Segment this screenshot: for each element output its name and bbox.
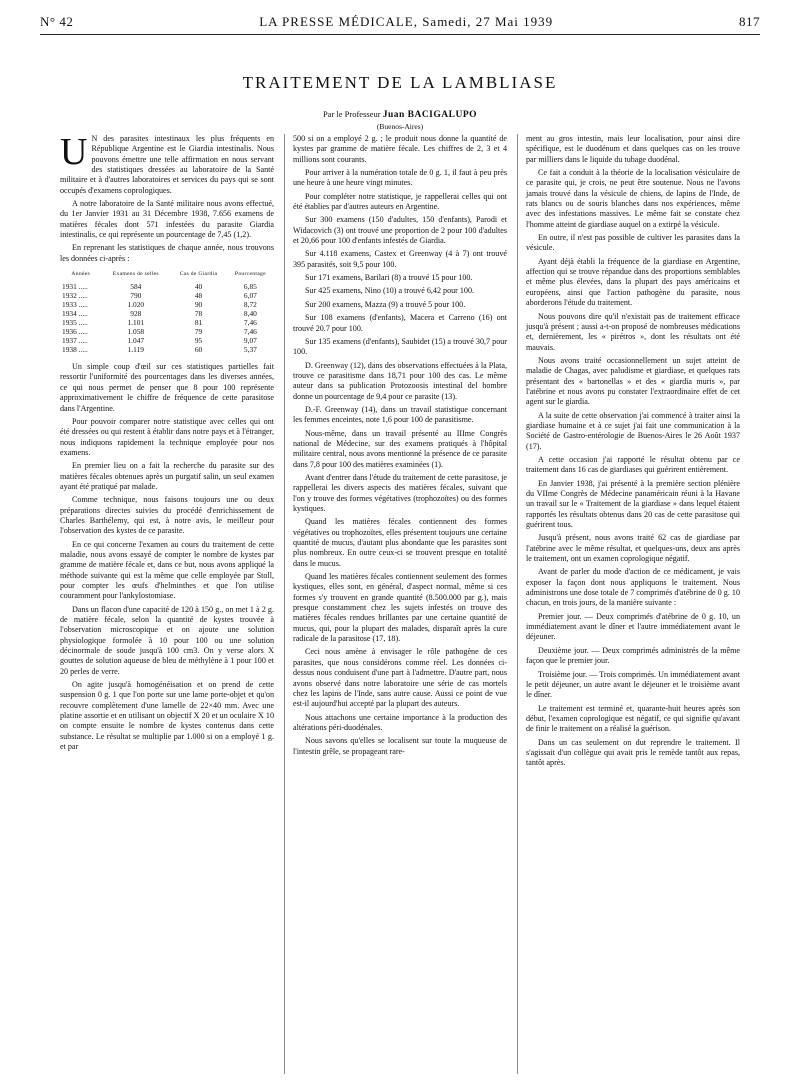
percent-cell: 8,72 — [243, 300, 257, 310]
table-row — [60, 309, 274, 318]
column-1 — [60, 134, 274, 1074]
paragraph: Dans un cas seulement on dut reprendre le traitement. Il s'agissait d'un collègue qui avait pris le remède tantôt aux repas, tantôt après. — [526, 737, 740, 768]
paragraph: Avant de parler du mode d'action de ce médicament, je vais exposer la façon dont nous appliquons le traitement. Nous administrons une dose totale de 7 comprimés d'atébrine de 0 g. 10 chacun, en trois jours, de la manière suivante : — [526, 567, 740, 608]
cases-cell: 48 — [194, 291, 203, 301]
paragraph: Pour pouvoir comparer notre statistique avec celles qui ont été dressées ou qui restent à établir dans notre pays et à l'étranger, nous indiquons rapidement la technique employée pour nos examens. — [60, 416, 274, 457]
column-header: Cas de Giardia — [179, 271, 218, 278]
exams-cell: 1.020 — [127, 300, 145, 310]
paragraph: D. Greenway (12), dans des observations effectuées à la Plata, trouve ce parasitisme dans 18,71 pour 100 des cas. Le même auteur dans sa publication Protozoosis intestinal del hombre donne un pourcentage de 9,4 pour ce parasite (13). — [293, 360, 507, 401]
paragraph: Ce fait a conduit à la théorie de la localisation vésiculaire de ce parasite qui, je crois, ne peut être soutenue. Nous ne l'avons jamais trouvé dans la vésicule de chiens, de lapins de l'Inde, de rats blancs ou de souris blanches dans nos expériences, même avec des infestations massives. Le même fait se constate chez l'homme atteint de giardiase auquel on a extirpé la vésicule. — [526, 168, 740, 229]
paragraph — [60, 134, 274, 196]
year-cell: 1931 ..... — [62, 282, 88, 292]
paragraph: 500 si on a employé 2 g. ; le produit nous donne la quantité de kystes par gramme de matière fécale. Les chiffres de 2, 3 et 4 millions sont courants. — [293, 134, 507, 164]
paragraph: Avant d'entrer dans l'étude du traitement de cette parasitose, je rappellerai les divers aspects des matières fécales, suivant que l'on y trouve des formes végétatives (trophozoïtes) ou des formes kystiques. — [293, 472, 507, 513]
percent-cell: 6,07 — [243, 291, 257, 301]
paragraph: En premier lieu on a fait la recherche du parasite sur des matières fécales obtenues après un purgatif salin, un seul examen ayant été pratiqué par malade. — [60, 461, 274, 491]
paragraph: Quand les matières fécales contiennent des formes végétatives ou trophozoïtes, elles présentent toujours une certaine quantité de mucus, d'autant plus abondante que les parasites sont plus nombreux. En outre ceux-ci se trouvent presque en totalité dans le mucus. — [293, 517, 507, 568]
cases-cell: 60 — [194, 345, 203, 355]
cases-cell: 81 — [194, 318, 203, 328]
table-row — [60, 282, 274, 291]
paragraph-text: N des parasites intestinaux les plus fréquents en République Argentine est le Giardia intestinalis. Nous pouvons émettre une telle affirmation en nous servant des statistiques dressées au laboratoire de la Santé militaire et à d'autres laboratoires et services du pays qui se sont occupés d'examens coprologiques. — [60, 134, 274, 195]
column-header: Examens de selles — [112, 271, 159, 278]
paragraph: Sur 200 examens, Mazza (9) a trouvé 5 pour 100. — [305, 299, 466, 309]
column-2 — [284, 134, 507, 1074]
table-row — [60, 336, 274, 345]
column-header: Années — [71, 271, 90, 278]
year-cell: 1936 ..... — [62, 327, 88, 337]
paragraph: Nous-même, dans un travail présenté au IIIme Congrès national de Médecine, sur des examens pratiqués à l'hôpital militaire central, nous avons mentionné la présence de ce parasite dans 7,8 pour 100 des matières examinées (1). — [293, 428, 507, 469]
table-row — [60, 345, 274, 354]
issue-number: N° 42 — [40, 14, 74, 29]
percent-cell: 6,85 — [243, 282, 257, 292]
paragraph: Comme technique, nous faisons toujours une ou deux préparations directes suivies du procédé d'enrichissement de Charles Barthélemy, qui est, à notre avis, le meilleur pour l'observation des kystes de ce parasite. — [60, 495, 274, 536]
paragraph: A notre laboratoire de la Santé militaire nous avons effectué, du 1er Janvier 1931 au 31 Décembre 1938, 7.656 examens de matières fécales dont 571 infestées du parasite Giardia intestinalis, ce qui représente un pourcentage de 7,45 (1,2). — [60, 199, 274, 240]
exams-cell: 1.058 — [127, 327, 145, 337]
table-row — [60, 291, 274, 300]
paragraph: Nous attachons une certaine importance à la production des altérations péri-duodénales. — [293, 712, 507, 732]
paragraph: Ceci nous amène à envisager le rôle pathogène de ces parasites, que nous considérons comme réel. Les données ci-dessus nous conduisent d'une part à l'admettre. D'autre part, nous avons observé dans notre laboratoire une série de cas mortels chez les lapins de l'Inde, sans autre cause. Aussi ce point de vue est-il aujourd'hui accepté par la plupart des auteurs. — [293, 647, 507, 709]
table-row — [60, 300, 274, 309]
paragraph: Ayant déjà établi la fréquence de la giardiase en Argentine, affection qui se trouve répandue dans des proportions semblables et même plus élevées, dans la plupart des pays américains et européens, ainsi que l'action pathogène du parasite, nous aborderons l'étude du traitement. — [526, 256, 740, 308]
paragraph: En Janvier 1938, j'ai présenté à la première section plénière du VIIme Congrès de Médecine panaméricain réuni à la Havane un travail sur le « Traitement de la giardiase » dans lequel étaient rapportés les résultats obtenus dans 20 cas de cette parasitose qui guérirent tous. — [526, 478, 740, 530]
paragraph: Dans un flacon d'une capacité de 120 à 150 g., on met 1 à 2 g. de matière fécale, selon la quantité de kystes trouvée à l'observation microscopique et on ajoute une solution physiologique formolée à 10 pour 100 ou une solution décinormale de soude jusqu'à 100 cm3. On y verse alors X gouttes de solution aqueuse de bleu de méthylène à 1 pour 100 et 20 perles de verre. — [60, 604, 274, 676]
percent-cell: 5,37 — [243, 345, 257, 355]
paragraph: Sur 300 examens (150 d'adultes, 150 d'enfants), Parodi et Widacovich (3) ont trouvé une proportion de 2 pour 100 d'adultes et 20,66 pour 100 d'enfants infestés de Giardia. — [293, 215, 507, 246]
cases-cell: 95 — [194, 336, 203, 346]
author-affiliation: (Buenos-Aires) — [376, 122, 424, 131]
column-header: Pourcentage — [234, 271, 266, 278]
paragraph: Pour compléter notre statistique, je rappellerai celles qui ont été établies par d'autres auteurs en Argentine. — [293, 191, 507, 212]
paragraph: Nous avons traité occasionnellement un sujet atteint de maladie de Chagas, avec paludisme et giardiase, et quelques rats présentant des « bartonellas » et des « giardia muris », par l'atébrine et nous avons pu constater l'extraordinaire effet de cet agent sur le giardia. — [526, 355, 740, 407]
paragraph: Nous savons qu'elles se localisent sur toute la muqueuse de l'intestin grêle, se propageant rare- — [293, 736, 507, 756]
table-row — [60, 318, 274, 327]
year-cell: 1933 ..... — [62, 300, 88, 310]
running-header — [40, 14, 760, 35]
byline-prefix: Par le Professeur — [322, 109, 381, 119]
page-number: 817 — [738, 14, 760, 29]
paragraph: Sur 425 examens, Nino (10) a trouvé 6,42 pour 100. — [305, 286, 475, 296]
paragraph: A la suite de cette observation j'ai commencé à traiter ainsi la giardiase humaine et à ce sujet j'ai fait une communication à la Société de Gastro-entérologie de Buenos-Aires le 26 Août 1937 (17). — [526, 410, 740, 451]
year-cell: 1934 ..... — [62, 309, 88, 319]
cases-cell: 40 — [194, 282, 203, 292]
table-header-row — [60, 270, 274, 282]
statistics-table — [60, 270, 274, 354]
paragraph: Le traitement est terminé et, quarante-huit heures après son début, l'examen coprologique est négatif, ce qui signifie qu'avant de finir le traitement on a réalisé la guérison. — [526, 703, 740, 734]
percent-cell: 7,46 — [243, 327, 257, 337]
paragraph: Premier jour. — Deux comprimés d'atébrine de 0 g. 10, un immédiatement avant le dîner et l'autre immédiatement avant le déjeuner. — [526, 611, 740, 642]
paragraph: Nous pouvons dire qu'il n'existait pas de traitement efficace jusqu'à présent ; aussi a-t-on proposé de nombreuses médications et, dernièrement, les « pirétros », dont les résultats ont été mauvais. — [526, 311, 740, 352]
paragraph: En reprenant les statistiques de chaque année, nous trouvons les données ci-après : — [60, 243, 274, 263]
paragraph: Sur 4.118 examens, Castex et Greenway (4 à 7) ont trouvé 395 parasités, soit 9,5 pour 100. — [293, 249, 507, 269]
paragraph: Pour arriver à la numération totale de 0 g. 1, il faut à peu près une heure à une heure vingt minutes. — [293, 168, 507, 188]
paragraph: On agite jusqu'à homogénéisation et on prend de cette suspension 0 g. 1 que l'on porte sur une lame porte-objet et qu'on recouvre complètement d'une lamelle de 22×40 mm. Avec une platine assortie et en utilisant un objectif X 20 et un oculaire X 10 on compte ensuite le nombre de kystes contenus dans cette substance. Le résultat se multiplie par 1.000 si on a employé 1 g. et par — [60, 680, 274, 752]
paragraph: En outre, il n'est pas possible de cultiver les parasites dans la vésicule. — [526, 233, 740, 253]
table-row — [60, 327, 274, 336]
exams-cell: 1.047 — [127, 336, 145, 346]
article-body — [60, 134, 740, 1074]
year-cell: 1938 ..... — [62, 345, 88, 355]
year-cell: 1932 ..... — [62, 291, 88, 301]
drop-cap: U — [60, 134, 88, 173]
paragraph: Deuxième jour. — Deux comprimés administrés de la même façon que le premier jour. — [526, 645, 740, 666]
paragraph: Jusqu'à présent, nous avons traité 62 cas de giardiase par l'atébrine avec le même résultat, et quelques-uns, deux ans après le traitement, ont un examen coprologique négatif. — [526, 533, 740, 564]
cases-cell: 78 — [194, 309, 203, 319]
author-name: Juan BACIGALUPO — [382, 110, 478, 120]
paragraph: A cette occasion j'ai rapporté le résultat obtenu par ce traitement dans 16 cas de giardiases qui guérirent entièrement. — [526, 454, 740, 475]
paragraph: Un simple coup d'œil sur ces statistiques partielles fait ressortir l'uniformité des pourcentages dans les diverses années, ce qui nous permet de penser que 8 pour 100 représente approximativement le chiffre de fréquence de cette parasitose dans l'Argentine. — [60, 362, 274, 413]
paragraph: Quand les matières fécales contiennent seulement des formes kystiques, elles sont, en général, d'aspect normal, même si ces formes s'y trouvent en grande quantité (8.500.000 par g.), mais presque constamment chez les sujets infestés on trouve des matières fécales rendues brillantes par une certaine quantité de mucus, qui, pour la plupart des malades, disparaît après la cure radicale de la parasitose (17, 18). — [293, 572, 507, 644]
paragraph: D.-F. Greenway (14), dans un travail statistique concernant les femmes enceintes, note 1,6 pour 100 de parasitisme. — [293, 404, 507, 425]
byline — [40, 109, 760, 120]
paragraph: Sur 135 examens (d'enfants), Saubidet (15) a trouvé 30,7 pour 100. — [293, 336, 507, 357]
percent-cell: 9,07 — [243, 336, 257, 346]
exams-cell: 1.101 — [127, 318, 145, 328]
year-cell: 1937 ..... — [62, 336, 88, 346]
paragraph: En ce qui concerne l'examen au cours du traitement de cette maladie, nous avons essayé de compter le nombre de kystes par gramme de matière fécale et, dans ce but, nous avons appliqué la méthode suivante qui est la même que celle employée par Stoll, pour compter les œufs d'helminthes et que l'on utilise couramment pour l'ankylostomiase. — [60, 539, 274, 601]
year-cell: 1935 ..... — [62, 318, 88, 328]
exams-cell: 928 — [130, 309, 142, 319]
article-title: TRAITEMENT DE LA LAMBLIASE — [242, 73, 558, 92]
exams-cell: 790 — [130, 291, 142, 301]
cases-cell: 90 — [194, 300, 203, 310]
journal-title: LA PRESSE MÉDICALE, Samedi, 27 Mai 1939 — [259, 14, 554, 29]
percent-cell: 7,46 — [243, 318, 257, 328]
paragraph: Troisième jour. — Trois comprimés. Un immédiatement avant le petit déjeuner, un autre avant le déjeuner et le troisième avant le dîner. — [526, 669, 740, 700]
cases-cell: 79 — [194, 327, 203, 337]
column-3 — [517, 134, 740, 1074]
paragraph: Sur 171 examens, Barilari (8) a trouvé 15 pour 100. — [305, 273, 473, 283]
paragraph: Sur 108 examens (d'enfants), Macera et Carreno (16) ont trouvé 20.7 pour 100. — [293, 313, 507, 333]
paragraph: ment au gros intestin, mais leur localisation, pour ainsi dire spécifique, est le duodénum et dans quelques cas on les trouve par milliers dans le liquide du tubage duodénal. — [526, 134, 740, 164]
exams-cell: 1.119 — [127, 345, 144, 355]
exams-cell: 584 — [130, 282, 142, 292]
percent-cell: 8,40 — [243, 309, 257, 319]
